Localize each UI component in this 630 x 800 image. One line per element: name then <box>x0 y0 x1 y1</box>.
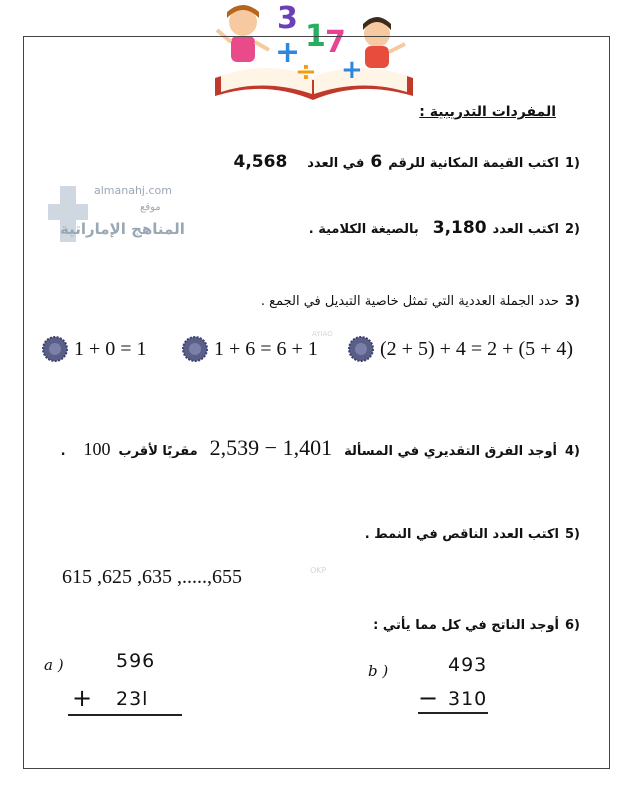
q3-option-2-expr: 1 + 6 = 6 + 1 <box>214 337 318 360</box>
q6-text: أوجد الناتج في كل مما يأتي : <box>373 618 559 633</box>
q3-text: حدد الجملة العددية التي تمثل خاصية التبديل في الجمع . <box>260 294 559 309</box>
question-3 <box>261 294 580 309</box>
q6-part-b-answer-line[interactable] <box>418 712 488 714</box>
deco-number-7: 7 <box>325 25 346 60</box>
faint-mark-2: OKP <box>310 566 327 575</box>
flower-badge-icon <box>42 336 68 362</box>
flower-badge-icon <box>348 336 374 362</box>
q1-value: 4,568 <box>233 152 288 172</box>
q6-part-a-label: a ) <box>44 656 64 674</box>
q6-number: 6) <box>565 618 580 633</box>
question-1 <box>234 152 580 172</box>
q2-number: 2) <box>565 222 580 237</box>
q5-number: 5) <box>565 527 580 542</box>
q3-option-1-expr: (2 + 5) + 4 = 2 + (5 + 4) <box>380 337 574 360</box>
watermark-site: almanahj.com <box>94 184 172 197</box>
q6-part-a-answer-line[interactable] <box>68 714 182 716</box>
q4-number: 4) <box>565 444 580 459</box>
q4-expr: 2,539 − 1,401 <box>209 435 333 460</box>
q3-option-1[interactable] <box>348 336 573 362</box>
q1-digit: 6 <box>370 152 383 172</box>
worksheet-title: المفردات التدريبية : <box>419 104 556 120</box>
watermark-arabic-2: المناهج الإماراتية <box>60 220 185 238</box>
q2-value: 3,180 <box>432 218 487 238</box>
q5-text: اكتب العدد الناقص في النمط . <box>364 527 559 542</box>
q3-number: 3) <box>565 294 580 309</box>
q6-part-b-op: − <box>418 684 439 712</box>
deco-divide-icon: ÷ <box>295 57 317 87</box>
q6-part-b-bottom: 310 <box>448 688 488 710</box>
q1-text: اكتب القيمة المكانية للرقم <box>388 156 559 171</box>
q4-text: أوجد الفرق التقديري في المسألة <box>344 444 557 459</box>
worksheet-border <box>23 36 610 769</box>
watermark-logo <box>48 184 185 254</box>
q6-part-b-top: 493 <box>448 654 488 676</box>
flower-badge-icon <box>182 336 208 362</box>
question-6 <box>373 618 580 633</box>
q4-dot: . <box>60 444 66 459</box>
q3-option-3[interactable] <box>42 336 147 362</box>
q6-part-a-top: 596 <box>116 650 156 672</box>
q3-option-3-expr: 1 + 0 = 1 <box>74 337 147 360</box>
faint-mark: AYIAO <box>312 330 333 338</box>
q4-round-to: 100 <box>83 439 111 459</box>
deco-plus-icon: + <box>275 35 301 70</box>
watermark-arabic-1: موقع <box>140 202 161 213</box>
deco-plus-icon-2: + <box>341 55 363 85</box>
q4-tail: مقربًا لأقرب <box>118 444 198 459</box>
q3-option-2[interactable] <box>182 336 318 362</box>
q2-text: اكتب العدد <box>492 222 559 237</box>
q1-mid: في العدد <box>307 156 365 171</box>
deco-number-1: 1 <box>305 19 326 54</box>
deco-number-3: 3 <box>277 1 298 36</box>
q6-part-b-label: b ) <box>368 662 389 680</box>
q1-number: 1) <box>565 156 580 171</box>
q5-pattern: 615 ,625 ,635 ,.....,655 <box>62 566 242 588</box>
question-5 <box>365 527 580 542</box>
question-2 <box>309 218 580 238</box>
q2-tail: بالصيغة الكلامية . <box>308 222 419 237</box>
q6-part-a-bottom: 23l <box>116 688 149 710</box>
question-4 <box>61 435 580 461</box>
q6-part-a-op: + <box>72 684 93 712</box>
